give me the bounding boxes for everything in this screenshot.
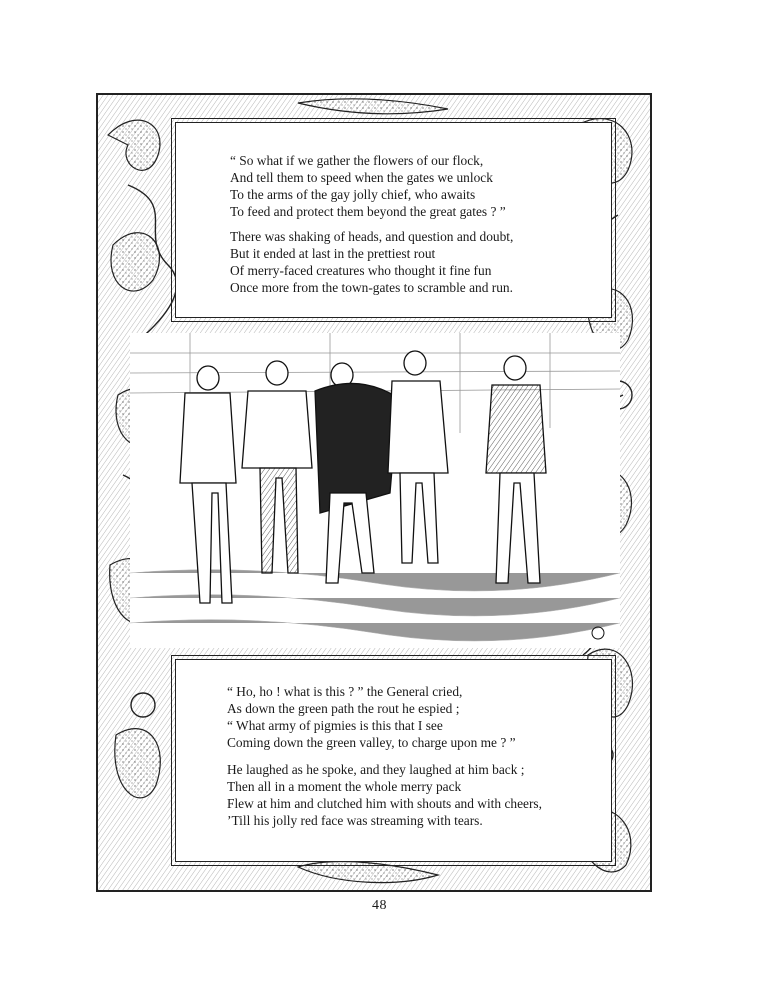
verse-line: “ Ho, ho ! what is this ? ” the General cried,: [227, 684, 463, 699]
verse-line: Flew at him and clutched him with shouts and with cheers,: [227, 795, 542, 811]
verse-line: There was shaking of heads, and question and doubt,: [230, 229, 514, 244]
top-stanza-2: [230, 229, 513, 297]
bottom-stanza-1: [227, 684, 516, 752]
top-stanza-1: [230, 153, 506, 221]
verse-line: Of merry-faced creatures who thought it fine fun: [230, 262, 492, 278]
page-number: 48: [372, 898, 387, 913]
verse-line: He laughed as he spoke, and they laughed at him back ;: [227, 762, 525, 777]
verse-line: Once more from the town-gates to scramble and run.: [230, 279, 513, 295]
verse-line: “ What army of pigmies is this that I see: [227, 717, 443, 733]
decorative-page-frame: [96, 93, 652, 892]
verse-line: But it ended at last in the prettiest rout: [230, 245, 436, 261]
top-verse-panel: [175, 122, 612, 318]
verse-line: Coming down the green valley, to charge upon me ? ”: [227, 734, 516, 750]
verse-line: To the arms of the gay jolly chief, who awaits: [230, 186, 476, 202]
five-figures-engraving: [130, 333, 620, 648]
verse-line: ’Till his jolly red face was streaming with tears.: [227, 812, 483, 828]
verse-line: As down the green path the rout he espied ;: [227, 700, 460, 716]
bottom-stanza-2: [227, 762, 542, 830]
scene-illustration: [130, 333, 620, 648]
verse-line: Then all in a moment the whole merry pack: [227, 778, 462, 794]
verse-line: To feed and protect them beyond the great gates ? ”: [230, 203, 506, 219]
verse-line: “ So what if we gather the flowers of our flock,: [230, 153, 484, 168]
bottom-verse-panel: [175, 659, 612, 862]
verse-line: And tell them to speed when the gates we unlock: [230, 169, 493, 185]
